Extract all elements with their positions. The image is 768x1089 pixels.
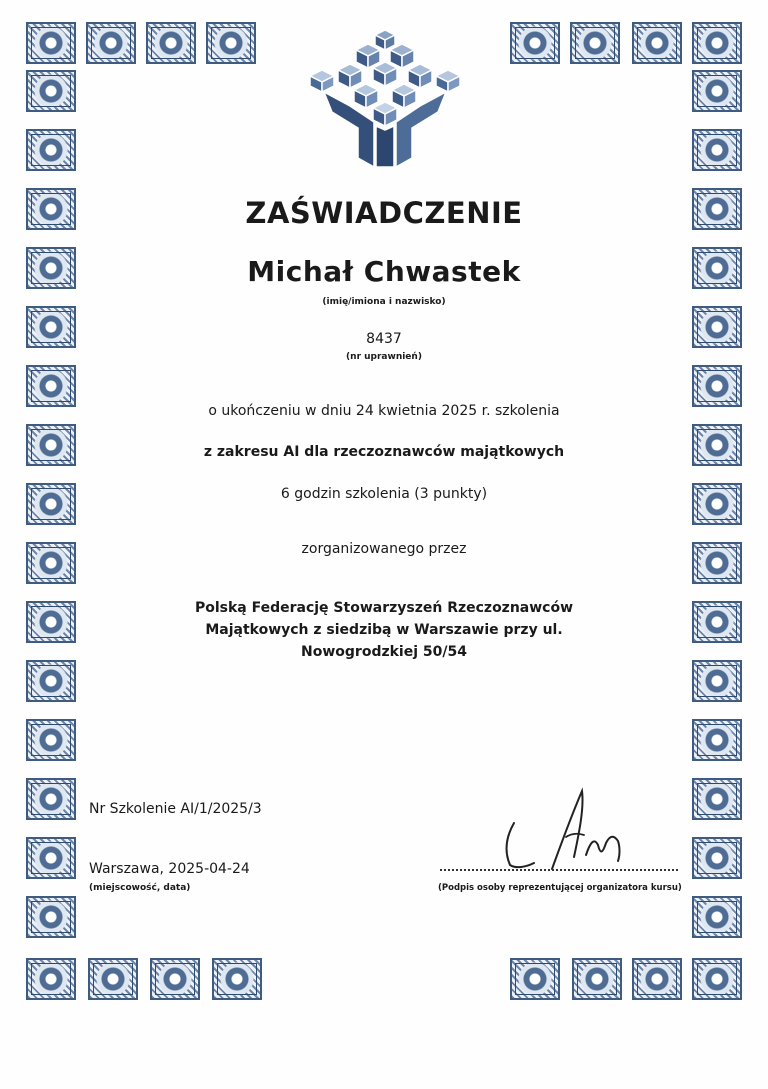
completion-line: o ukończeniu w dniu 24 kwietnia 2025 r. szkolenia xyxy=(208,403,560,419)
ornament-tile-icon xyxy=(26,129,76,171)
ornament-tile-icon xyxy=(146,22,196,64)
ornament-tile-icon xyxy=(692,70,742,112)
training-hours: 6 godzin szkolenia (3 punkty) xyxy=(280,486,488,502)
ornament-tile-icon xyxy=(570,22,620,64)
license-number: 8437 xyxy=(366,331,402,347)
organizer-block xyxy=(0,597,768,663)
ornament-tile-icon xyxy=(692,778,742,820)
ornament-tile-icon xyxy=(692,958,742,1000)
ornament-tile-icon xyxy=(692,660,742,702)
signature-caption: (Podpis osoby reprezentującej organizatora kursu) xyxy=(438,883,682,893)
recipient-name: Michał Chwastek xyxy=(247,255,521,288)
ornament-tile-icon xyxy=(86,22,136,64)
ornament-tile-icon xyxy=(692,365,742,407)
ornament-tile-icon xyxy=(26,778,76,820)
ornament-tile-icon xyxy=(26,70,76,112)
ornament-tile-icon xyxy=(88,958,138,1000)
ornament-tile-icon xyxy=(26,837,76,879)
ornament-tile-icon xyxy=(692,896,742,938)
place-date-caption: (miejscowość, data) xyxy=(89,883,191,893)
ornament-tile-icon xyxy=(212,958,262,1000)
organizer-line: Polską Federację Stowarzyszeń Rzeczoznawców xyxy=(194,600,574,616)
organizer-line: Majątkowych z siedzibą w Warszawie przy ul. xyxy=(205,622,563,638)
recipient-name-caption: (imię/imiona i nazwisko) xyxy=(322,297,446,307)
ornament-tile-icon xyxy=(26,22,76,64)
ornament-tile-icon xyxy=(150,958,200,1000)
ornament-tile-icon xyxy=(26,660,76,702)
signature-line xyxy=(440,869,678,871)
organized-by-label: zorganizowanego przez xyxy=(301,541,467,557)
ornament-tile-icon xyxy=(572,958,622,1000)
ornament-tile-icon xyxy=(26,719,76,761)
cube-tree-logo-icon xyxy=(310,22,460,167)
handwritten-signature xyxy=(500,785,640,875)
ornament-tile-icon xyxy=(510,958,560,1000)
ornament-tile-icon xyxy=(692,837,742,879)
training-number: Nr Szkolenie AI/1/2025/3 xyxy=(89,801,262,817)
place-date: Warszawa, 2025-04-24 xyxy=(89,861,250,877)
ornament-tile-icon xyxy=(26,896,76,938)
ornament-tile-icon xyxy=(692,129,742,171)
ornament-tile-icon xyxy=(26,365,76,407)
ornament-tile-icon xyxy=(692,719,742,761)
license-number-caption: (nr uprawnień) xyxy=(346,352,422,362)
organizer-line: Nowogrodzkiej 50/54 xyxy=(301,644,467,660)
ornament-tile-icon xyxy=(632,22,682,64)
certificate-title: ZAŚWIADCZENIE xyxy=(245,196,523,230)
ornament-tile-icon xyxy=(510,22,560,64)
training-scope: z zakresu AI dla rzeczoznawców majątkowych xyxy=(203,444,565,460)
ornament-tile-icon xyxy=(632,958,682,1000)
ornament-tile-icon xyxy=(692,22,742,64)
ornament-tile-icon xyxy=(206,22,256,64)
ornament-tile-icon xyxy=(26,958,76,1000)
